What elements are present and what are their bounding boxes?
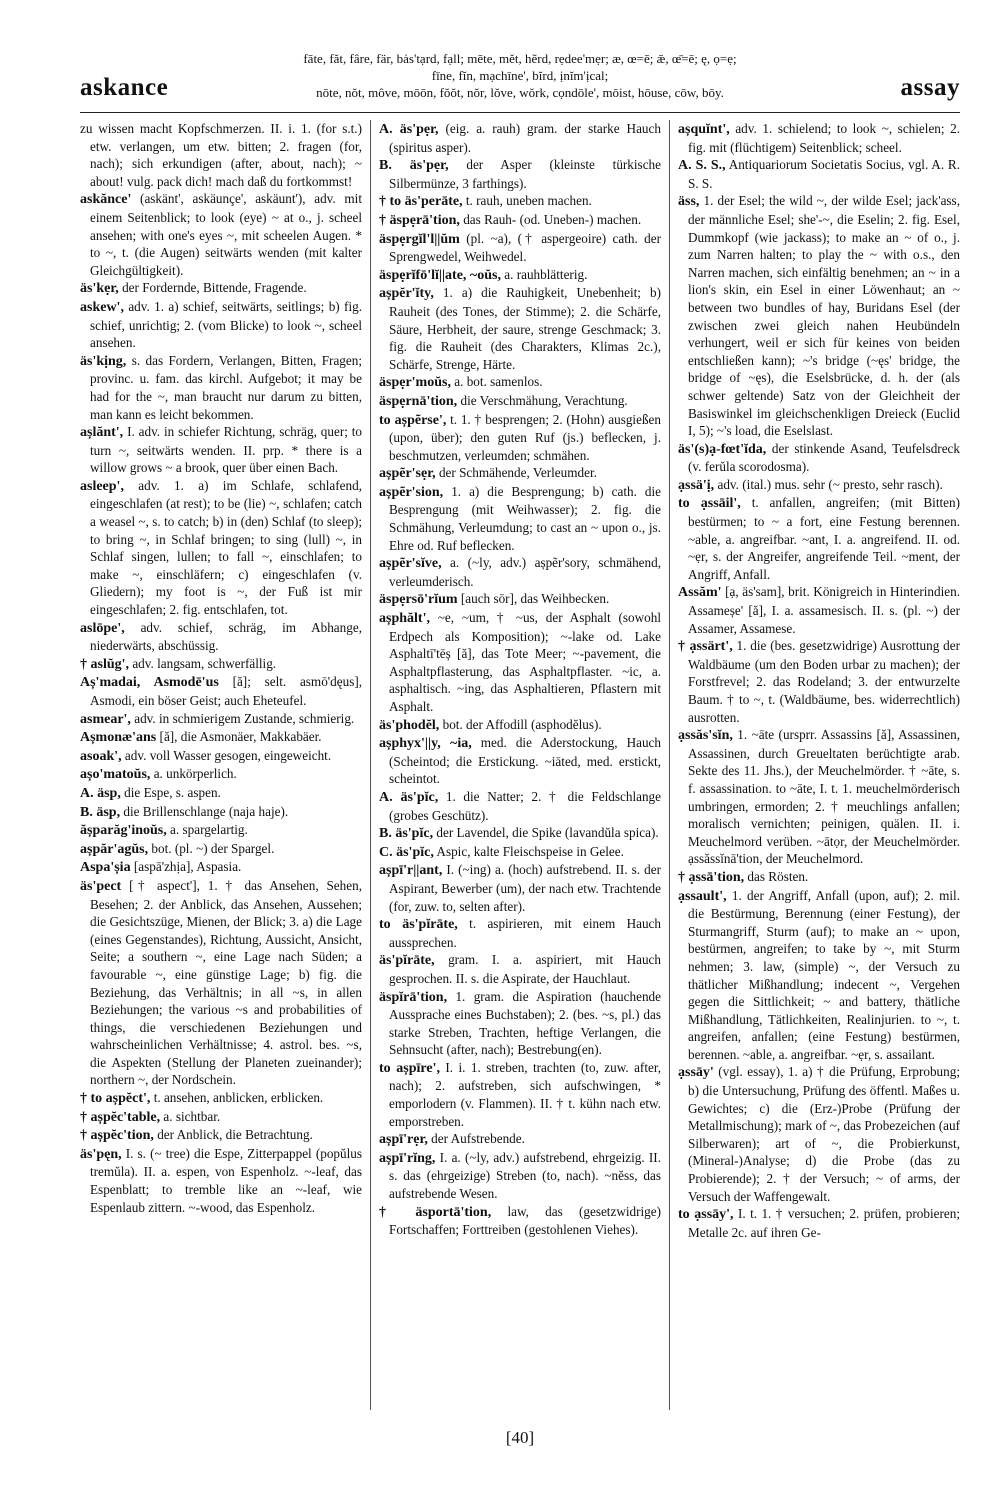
dictionary-entry <box>379 988 661 1059</box>
pronunciation-key <box>230 50 810 101</box>
page-number: [40] <box>505 1428 535 1447</box>
dictionary-entry <box>379 411 661 465</box>
entry-text: adv. 1. a) schief, seitwärts, seitlings; b) fig. schief, unrichtig; 2. (vom Blicke) to look ~, scheel ansehen. <box>90 298 363 351</box>
dictionary-entry <box>678 887 960 1064</box>
entry-headword: A. äs'pẹr, <box>379 122 439 137</box>
entry-text: t. 1. † besprengen; 2. (Hohn) ausgießen (upon, über); den guten Ruf (js.) beflecken, j. beschmutzen, verleumden; schmähen. <box>389 411 661 463</box>
dictionary-entry <box>80 190 362 279</box>
dictionary-page <box>80 40 960 1480</box>
column-right <box>669 120 960 1410</box>
entry-headword: † ạssā'tion, <box>678 869 745 885</box>
entry-headword: ạssä'ị, <box>678 477 715 493</box>
entry-text: Antiquariorum Societatis Socius, vgl. A. R. S. S. <box>688 157 960 191</box>
entry-headword: așpĕr'ĭty, <box>379 286 434 302</box>
entry-text: a. unkörperlich. <box>153 766 237 782</box>
dictionary-entry <box>678 868 960 887</box>
dictionary-entry <box>678 476 960 495</box>
entry-headword: A. äs'pĭc, <box>379 789 439 805</box>
entry-text: Aspic, kalte Fleischspeise in Gelee. <box>436 843 624 859</box>
entry-text: 1. der Esel; the wild ~, der wilde Esel; jack'ass, der männliche Esel; she'-~, die Eselin; 2. fig. Esel, Dummkopf (wie jackass); to make an ~ of o., j. zum Narren halten; to play the ~ with o.s., den Narren machen, sich einfältig benehmen; an ~ in a lion's skin, ein Esel in einer Löwenhaut; an ~ between two bundles of hay, Buridans Esel (der zwischen zwei gleich nahen Heubündeln verhungert, weil er sich für keines von beiden entschließen kann); ~'s bridge (~ęs' bridge, the bridge of ~ęs), die Eselsbrücke, d. h. der (als schwer geltende) Satz von der Gleichheit der Basiswinkel im gleichschenkligen Dreieck (Euclid I, 5); ~'s load, die Eselslast. <box>688 193 960 439</box>
entry-headword: askănce' <box>80 192 132 208</box>
dictionary-entry <box>379 609 661 716</box>
entry-headword: † äspẹrā'tion, <box>379 212 460 228</box>
dictionary-entry <box>80 1089 362 1108</box>
dictionary-entry <box>678 156 960 192</box>
entry-headword: asmear', <box>80 711 131 727</box>
entry-headword: askew', <box>80 299 124 315</box>
entry-text: 1. die Natter; 2. † die Feldschlange (grobes Geschütz). <box>389 788 662 823</box>
entry-text: adv. 1. a) im Schlafe, schlafend, eingeschlafen (at rest); to be (lie) ~, schlafen; catch a weasel ~, s. to catch; b) in (den) Schlaf (to sleep); to bring ~, in Schlaf bringen; to sing (lull) ~, in Schlaf singen, lullen; to fall ~, einschlafen; to make ~, einschläfern; c) eingeschlafen (v. Gliedern); my foot is ~, der Fuß ist mir eingeschlafen; 2. fig. entschlafen, tot. <box>90 477 363 618</box>
dictionary-entry <box>80 840 362 859</box>
entry-text: I. (~ing) a. (hoch) aufstrebend. II. s. der Aspirant, Bewerber (um), der nach etw. Trachtende (for, zuw. to, selten after). <box>389 862 661 914</box>
dictionary-entry <box>80 803 362 822</box>
entry-text: das Rösten. <box>747 868 809 884</box>
dictionary-entry <box>80 298 362 352</box>
entry-headword: † to așpĕct', <box>80 1091 151 1107</box>
entry-text: I. t. 1. † versuchen; 2. prüfen, probieren; Metalle 2c. auf ihren Ge- <box>688 1206 960 1240</box>
entry-text: (pl. ~a), († aspergeoire) cath. der Sprengwedel, Weihwedel. <box>389 230 661 265</box>
dictionary-entry <box>379 192 661 211</box>
entry-text: adv. (ital.) mus. sehr (~ presto, sehr rasch). <box>717 476 943 492</box>
entry-headword: äs'pęn, <box>80 1146 122 1162</box>
dictionary-entry <box>678 120 960 156</box>
entry-headword: asleep', <box>80 478 124 494</box>
entry-headword: A. S. S., <box>678 158 726 174</box>
entry-headword: așpī'r||ant, <box>379 863 443 879</box>
dictionary-entry <box>379 230 661 266</box>
entry-headword: äspẹrĭfō'lĭ||ate, ~oŭs, <box>379 267 501 283</box>
dictionary-entry <box>678 440 960 476</box>
guide-word-right: assay <box>900 74 960 101</box>
pronunciation-key-line: fīne, fĭn, mạchīne', bĭrd, ịnĭm'ịcal; <box>431 68 609 83</box>
entry-text: der Schmähende, Verleumder. <box>438 465 597 481</box>
entry-text: der Anblick, die Betrachtung. <box>157 1127 313 1143</box>
entry-text: t. ansehen, anblicken, erblicken. <box>153 1090 324 1106</box>
dictionary-entry <box>379 843 661 862</box>
entry-text: 1. der Angriff, Anfall (upon, auf); 2. mil. die Bestürmung, Berennung (einer Festung), der Sturmangriff, Sturm (auf); to make an ~ upon, bestürmen, angreifen; to take by ~, mit Sturm nehmen; 3. law, (simple) ~, der Versuch zu thätlicher Mißhandlung; indecent ~, Vergehen gegen die Sittlichkeit; ~ and battery, thätliche Mißhandlung, Tätlichkeiten, Realinjurien. to ~, t. angreifen, anfallen; (eine Festung) bestürmen, berennen. ~able, a. angreifbar. ~ẹr, s. assailant. <box>688 887 960 1062</box>
entry-text: I. i. 1. streben, trachten (to, zuw. after, nach); 2. aufstreben, sich aufschwingen, * emporlodern (v. Flammen). II. † t. kühn nach etw. emporstreben. <box>389 1059 661 1129</box>
entry-text: 1. a) die Besprengung; b) cath. die Besprengung (mit Weihwasser); 2. fig. die Schmähung, Verleumdung; to cast an ~ upon o., js. Ehre od. Ruf beflecken. <box>389 483 662 553</box>
entry-headword: Aspa'șia <box>80 860 131 876</box>
column-left <box>80 120 370 1410</box>
entry-headword: așpẽr'sion, <box>379 484 444 500</box>
entry-text: [ă]; selt. asmō'dęus], Asmodi, ein böser Geist; auch Eheteufel. <box>90 674 363 708</box>
entry-headword: B. äs'pẹr, <box>379 158 449 174</box>
entry-headword: așquĭnt', <box>678 122 730 137</box>
entry-headword: așpẽr'sẹr, <box>379 466 436 482</box>
entry-text: a. bot. samenlos. <box>454 374 543 390</box>
dictionary-entry <box>379 464 661 483</box>
entry-headword: to așpīre', <box>379 1060 440 1076</box>
dictionary-entry <box>379 1059 661 1130</box>
entry-headword: ășparăg'inoŭs, <box>80 823 167 839</box>
dictionary-entry <box>379 951 661 987</box>
dictionary-entry <box>678 583 960 637</box>
dictionary-entry <box>379 373 661 392</box>
dictionary-entry <box>379 788 661 824</box>
entry-text: (vgl. essay), 1. a) † die Prüfung, Erprobung; b) die Untersuchung, Prüfung des öffentl. Maßes u. Gewichtes; c) die (Erz-)Probe (Prüfung der Metallmischung); mark of ~, das Probezeichen (auf Silberwaren); art of ~, die Probierkunst, (Mineral-)Analyse; d) die Probe (das zu Probierende); 2. † der Versuch; ~ of arms, der Versuch der Waffengewalt. <box>688 1064 960 1204</box>
entry-text: bot. der Affodill (asphodĕlus). <box>442 716 602 732</box>
entry-text: der stinkende Asand, Teufelsdreck (v. ferŭla scorodosma). <box>688 440 960 475</box>
dictionary-entry <box>80 673 362 709</box>
entry-headword: B. äsp, <box>80 804 121 820</box>
entry-text: [aspā'zhịa], Aspasia. <box>133 859 242 875</box>
entry-text: (eig. a. rauh) gram. der starke Hauch (spiritus asper). <box>389 121 661 155</box>
entry-headword: äspẹrgĭl'l||ŭm <box>379 231 460 247</box>
entry-headword: † ạssärt', <box>678 639 733 655</box>
dictionary-entry <box>80 423 362 477</box>
dictionary-entry <box>379 734 661 788</box>
entry-headword: † äsportā'tion, <box>379 1204 492 1220</box>
page-header <box>80 50 960 110</box>
entry-text: bot. (pl. ~) der Spargel. <box>151 840 275 856</box>
entry-text: med. die Aderstockung, Hauch (Scheintod; die Erstickung. ~iāted, med. erstickt, scheintot. <box>389 735 661 787</box>
entry-headword: Assăm' <box>678 585 722 601</box>
entry-headword: așpăr'agŭs, <box>80 841 149 857</box>
entry-headword: † așpĕc'tion, <box>80 1128 154 1144</box>
entry-text: s. das Fordern, Verlangen, Bitten, Fragen; provinc. u. fam. das kirchl. Aufgebot; it may be had for the ~, man braucht nur darum zu bitten, man kann es leicht bekommen. <box>90 352 363 422</box>
entry-headword: așlănt', <box>80 425 124 441</box>
dictionary-entry <box>80 1145 362 1216</box>
entry-text: t. anfallen, angreifen; (mit Bitten) bestürmen; to ~ a fort, eine Festung berennen. ~able, a. angreifbar. ~ant, I. a. angreifend. II. od. ~ẹr, s. der Angreifer, angreifende Teil. ~ment, der Angriff, Anfall. <box>688 495 960 582</box>
entry-headword: äs'kẹr, <box>80 281 119 297</box>
entry-headword: † așpĕc'table, <box>80 1109 161 1125</box>
entry-headword: ạssāy' <box>678 1065 714 1081</box>
entry-headword: ạssault', <box>678 888 727 904</box>
entry-headword: Așmonæ'ans <box>80 730 157 746</box>
dictionary-entry <box>379 483 661 554</box>
dictionary-entry <box>80 279 362 298</box>
entry-text: ~e, ~um, † ~us, der Asphalt (sowohl Erdpech als Komposition); ~-lake od. Lake Asphaltī'tēș [ă], das Tote Meer; ~-pavement, die Asphaltpflasterung, das Asphaltpflaster. ~ic, a. asphaltisch. ~ing, das Asphaltieren, Pflastern mit Asphalt. <box>389 610 661 714</box>
entry-text: adv. langsam, schwerfällig. <box>132 655 277 671</box>
entry-text: [auch sōr], das Weihbecken. <box>460 591 610 607</box>
entry-columns <box>80 120 960 1410</box>
entry-headword: așphyx'||y, ~ia, <box>379 736 472 752</box>
entry-headword: aslōpe', <box>80 620 125 636</box>
dictionary-entry <box>80 619 362 655</box>
dictionary-entry <box>80 1126 362 1145</box>
dictionary-entry <box>80 765 362 784</box>
dictionary-entry <box>80 655 362 674</box>
entry-headword: to ạssāil', <box>678 496 741 512</box>
entry-text: zu wissen macht Kopfschmerzen. II. i. 1. (for s.t.) etw. verlangen, um etw. bitten; 2. fragen (for, nach); sich erkundigen (after, about, nach); ~ about! vulg. pack dich! mach daß du fortkommst! <box>80 121 362 189</box>
entry-text: (askänt', askäunçe', askäunt'), adv. mit einem Seitenblick; to look (eye) ~ at o., j. scheel ansehen; with one's eyes ~, mit scheelen Augen. * to ~, t. (die Augen) seitwärts wenden (mit kalter Gleichgültigkeit). <box>90 191 363 278</box>
entry-headword: ạssăs'sĭn, <box>678 728 733 744</box>
entry-headword: așpī'rĭng, <box>379 1150 436 1166</box>
dictionary-entry <box>379 824 661 843</box>
dictionary-entry <box>80 821 362 840</box>
entry-headword: C. äs'pĭc, <box>379 844 434 860</box>
entry-headword: äspẹr'moŭs, <box>379 375 451 391</box>
entry-text: der Lavendel, die Spike (lavandŭla spica). <box>436 825 659 841</box>
dictionary-entry <box>379 266 661 285</box>
entry-headword: † aslŭg', <box>80 656 130 672</box>
dictionary-entry <box>379 915 661 951</box>
dictionary-entry <box>80 877 362 1089</box>
pronunciation-key-line: nōte, nŏt, môve, mōōn, fŏŏt, nŏr, lŏve, wŏrk, cọndōle', mōist, hōuse, cōw, bōy. <box>316 85 724 100</box>
dictionary-entry <box>678 726 960 868</box>
entry-text: I. s. (~ tree) die Espe, Zitterpappel (popŭlus tremŭla). II. a. espen, von Espenholz. ~-leaf, das Espenblatt; to tremble like an ~-leaf, wie Espenlaub zittern. ~-wood, das Espenholz. <box>90 1145 362 1215</box>
dictionary-entry <box>379 284 661 373</box>
header-rule <box>80 112 960 113</box>
dictionary-entry <box>678 192 960 439</box>
pronunciation-key-line: fāte, făt, fâre, fär, bȧs'tạrd, fạll; mēte, mĕt, hẽrd, rẹdee'mẹr; æ, œ=ē; ǣ, œ̄=ē; ę, ọ=ẹ; <box>303 51 737 66</box>
entry-text: das Rauh- (od. Uneben-) machen. <box>463 211 642 227</box>
entry-headword: to äs'pĭrāte, <box>379 917 458 933</box>
dictionary-entry <box>379 1149 661 1203</box>
entry-text: der Asper (kleinste türkische Silbermünze, 3 farthings). <box>389 157 661 191</box>
entry-text: a. spargelartig. <box>170 822 248 838</box>
entry-text: [ă], die Asmonäer, Makkabäer. <box>159 729 322 745</box>
column-middle <box>370 120 669 1410</box>
dictionary-entry <box>80 747 362 766</box>
dictionary-entry <box>379 156 661 192</box>
entry-headword: asoak', <box>80 748 122 764</box>
dictionary-entry <box>678 637 960 726</box>
dictionary-entry <box>80 728 362 747</box>
entry-text: adv. in schmierigem Zustande, schmierig. <box>134 710 355 726</box>
dictionary-entry <box>379 392 661 411</box>
entry-text: die Espe, s. aspen. <box>124 784 221 800</box>
entry-text: a. rauhblätterig. <box>504 266 588 282</box>
entry-text: die Verschmähung, Verachtung. <box>460 392 628 408</box>
entry-headword: äs'phodĕl, <box>379 717 440 733</box>
dictionary-entry <box>80 477 362 619</box>
entry-headword: † to äs'perāte, <box>379 194 463 210</box>
dictionary-entry <box>379 590 661 609</box>
dictionary-entry <box>379 716 661 735</box>
entry-text: 1. ~āte (ursprr. Assassins [ă], Assassinen, Assassinen, durch Greueltaten berüchtigte arab. Sekte des 11. Jhs.), der Meuchelmörder. † ~āte, s. f. assassination. to ~āte, I. t. 1. meuchelmörderisch umbringen, ermorden; 2. † meuchlings anfallen; moralisch vernichten; peinigen, quälen. II. i. Meuchelmord verüben. ~ātọr, der Meuchelmörder. ạssăssĭnā'tion, der Meuchelmord. <box>688 727 960 867</box>
entry-text: a. sichtbar. <box>163 1108 221 1124</box>
dictionary-entry <box>80 120 362 190</box>
entry-headword: așpī'rẹr, <box>379 1132 428 1148</box>
entry-text: 1. die (bes. gesetzwidrige) Ausrottung der Waldbäume (um den Boden urbar zu machen); der Forstfrevel; 2. das Rodeland; 3. der entwurzelte Baum. † to ~, t. (Waldbäume, bes. widerrechtlich) ausrotten. <box>688 638 960 725</box>
entry-text: I. adv. in schiefer Richtung, schräg, quer; to turn ~, seitwärts wenden. II. prp. * there is a willow grows ~ a brook, quer über einen Bach. <box>90 424 362 476</box>
entry-headword: Aș'madai, Asmodē'us <box>80 675 219 691</box>
entry-text: adv. 1. schielend; to look ~, schielen; 2. fig. mit (flüchtigem) Seitenblick; scheel. <box>688 121 960 155</box>
entry-headword: așpẽr'sĭve, <box>379 556 442 572</box>
entry-headword: äspẹrnā'tion, <box>379 393 458 409</box>
guide-word-left: askance <box>80 74 169 101</box>
entry-headword: äs'pĭrāte, <box>379 953 435 969</box>
entry-text: gram. I. a. aspiriert, mit Hauch gesprochen. II. s. die Aspirate, der Hauchlaut. <box>389 952 662 986</box>
entry-headword: to ạssāy', <box>678 1207 734 1223</box>
dictionary-entry <box>80 710 362 729</box>
entry-text: a. (~ly, adv.) așpẽr'sory, schmähend, verleumderisch. <box>389 555 662 589</box>
entry-text: adv. voll Wasser gesogen, eingeweicht. <box>124 747 332 763</box>
entry-text: [† aspect'], 1. † das Ansehen, Sehen, Besehen; 2. der Anblick, das Ansehen, Aussehen; die Gesichtszüge, Mienen, der Blick; 3. a) die Lage (eines Gegenstandes), Richtung, Aussicht, Ansicht, Seite; a southern ~, eine Lage nach Süden; a favourable ~, eine günstige Lage; b) fig. die Beziehung, das Verhältnis; in all ~s, in allen Beziehungen; the various ~s and probabilities of things, die verschiedenen Beziehungen und wahrscheinlichen Verhältnisse; 4. astrol. bes. ~s, die Aspekten (Stellung der Planeten zueinander); northern ~, der Nordschein. <box>90 877 362 1088</box>
entry-headword: äs'pect <box>80 878 122 894</box>
entry-headword: B. äs'pĭc, <box>379 826 434 842</box>
dictionary-entry <box>678 494 960 583</box>
entry-headword: to așpẽrse', <box>379 412 447 428</box>
entry-text: t. aspirieren, mit einem Hauch aussprechen. <box>389 916 661 950</box>
entry-text: law, das (gesetzwidrige) Fortschaffen; Forttreiben (gestohlenen Viehes). <box>389 1203 661 1238</box>
entry-headword: äs'kịng, <box>80 353 127 369</box>
entry-text: adv. schief, schräg, im Abhange, niederwärts, abschüssig. <box>90 619 363 654</box>
entry-headword: așo'matoŭs, <box>80 767 151 783</box>
dictionary-entry <box>678 1205 960 1241</box>
dictionary-entry <box>379 211 661 230</box>
entry-headword: äss, <box>678 194 700 210</box>
dictionary-entry <box>379 120 661 156</box>
entry-text: t. rauh, uneben machen. <box>465 193 592 209</box>
entry-text: 1. a) die Rauhigkeit, Unebenheit; b) Rauheit (des Tones, der Stimme); 2. die Schärfe, Säure, Herbheit, der saure, strenge Geschmack; 3. fig. die Rauheit (des Charakters, Klimas 2c.), Schärfe, Strenge, Härte. <box>389 285 662 372</box>
dictionary-entry <box>379 554 661 590</box>
dictionary-entry <box>80 784 362 803</box>
entry-headword: așphălt', <box>379 611 430 627</box>
entry-text: die Brillenschlange (naja haje). <box>123 803 289 819</box>
entry-headword: A. äsp, <box>80 785 121 801</box>
entry-text: I. a. (~ly, adv.) aufstrebend, ehrgeizig. II. s. das (ehrgeizige) Streben (to, nach). ~nĕss, das aufstrebende Wesen. <box>389 1149 661 1202</box>
dictionary-entry <box>80 352 362 423</box>
entry-headword: äs'(s)ạ-fœt'ĭda, <box>678 441 767 457</box>
entry-text: der Fordernde, Bittende, Fragende. <box>122 280 307 296</box>
entry-text: [ạ, äs'sam], brit. Königreich in Hinterindien. Assameșe' [ă], I. a. assamesisch. II. s. (pl. ~) der Assamer, Assamese. <box>688 584 960 636</box>
dictionary-entry <box>80 1108 362 1127</box>
entry-headword: äspĭrā'tion, <box>379 989 448 1005</box>
dictionary-entry <box>379 1203 661 1239</box>
dictionary-entry <box>678 1063 960 1205</box>
entry-headword: äspẹrsō'rĭum <box>379 592 458 608</box>
dictionary-entry <box>379 1130 661 1149</box>
dictionary-entry <box>379 861 661 915</box>
entry-text: der Aufstrebende. <box>431 1131 525 1147</box>
dictionary-entry <box>80 858 362 877</box>
entry-text: 1. gram. die Aspiration (hauchende Aussprache eines Buchstaben); 2. (bes. ~s, pl.) das starke Streben, Trachten, heftige Verlangen, die Sehnsucht (after, nach); Bestrebung(en). <box>389 988 661 1058</box>
